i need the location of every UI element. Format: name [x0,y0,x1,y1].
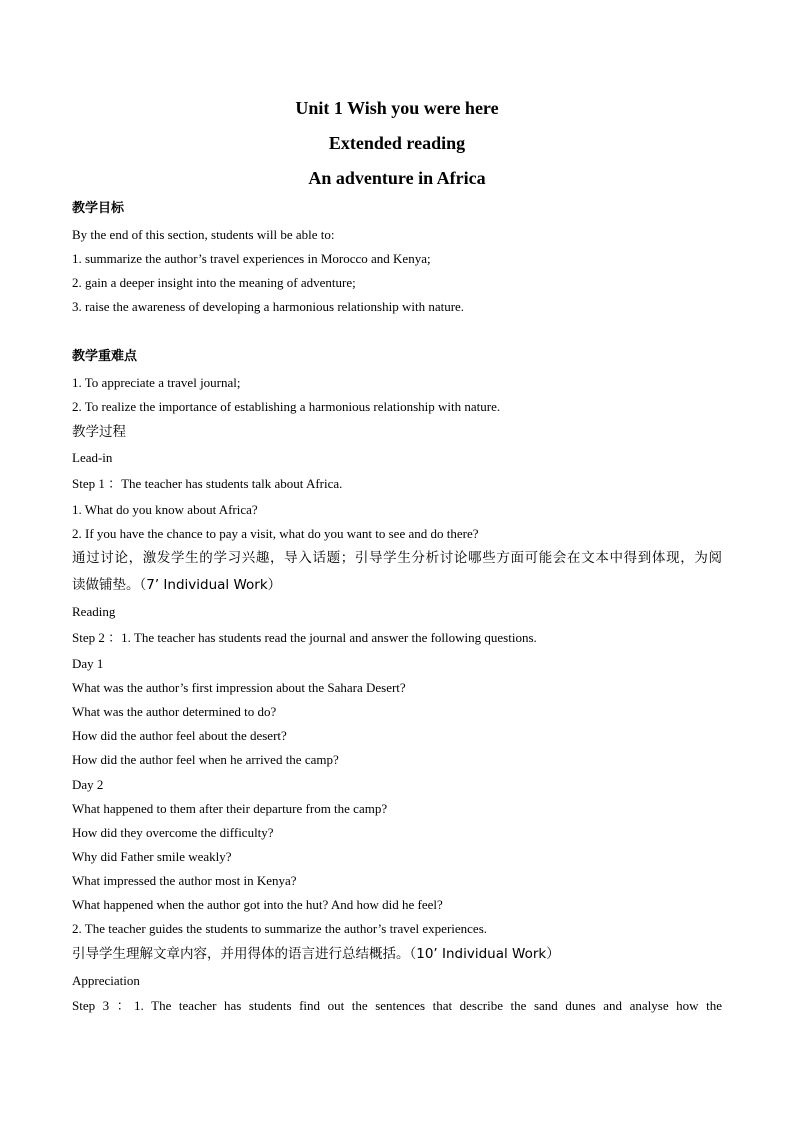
objective-item: 1. summarize the author’s travel experiences in Morocco and Kenya; [72,251,431,266]
step1-question: 1. What do you know about Africa? [72,502,258,517]
day1-question: What was the author determined to do? [72,704,277,719]
key-point-item: 1. To appreciate a travel journal; [72,375,241,390]
objectives-heading: 教学目标 [72,201,125,216]
day1-question: What was the author’s first impression about the Sahara Desert? [72,680,406,695]
reading-label: Reading [72,604,116,619]
step1-note-line2: 读做铺垫。（7’ Individual Work） [72,577,282,593]
objectives-intro: By the end of this section, students will be able to: [72,227,335,242]
day2-question: What happened to them after their departure from the camp? [72,801,388,816]
day1-label: Day 1 [72,656,104,671]
unit-title: Unit 1 Wish you were here [295,98,499,118]
step2-text: Step 2 ：1. The teacher has students read the journal and answer the following questions. [72,630,537,645]
day2-question: How did they overcome the difficulty? [72,825,274,840]
day1-question: How did the author feel about the desert? [72,728,287,743]
process-heading: 教学过程 [72,424,126,440]
step1-text: Step 1 ：The teacher has students talk about Africa. [72,476,343,491]
appreciation-label: Appreciation [72,973,140,988]
step1-note-line1: 通过讨论，激发学生的学习兴趣，导入话题；引导学生分析讨论哪些方面可能会在文本中得到体现，为阅 [72,550,722,566]
day2-label: Day 2 [72,777,104,792]
day2-question: What happened when the author got into the hut? And how did he feel? [72,897,443,912]
step2-part2: 2. The teacher guides the students to summarize the author’s travel experiences. [72,921,488,936]
key-point-item: 2. To realize the importance of establishing a harmonious relationship with nature. [72,399,501,414]
step3-text: Step 3 ：1. The teacher has students find out the sentences that describe the sand dunes and analyse how the [72,998,722,1013]
day1-question: How did the author feel when he arrived the camp? [72,752,339,767]
day2-question: Why did Father smile weakly? [72,849,232,864]
section-title: Extended reading [328,133,466,153]
leadin-label: Lead-in [72,450,113,465]
objective-item: 2. gain a deeper insight into the meaning of adventure; [72,275,356,290]
objective-item: 3. raise the awareness of developing a harmonious relationship with nature. [72,299,465,314]
step2-note: 引导学生理解文章内容，并用得体的语言进行总结概括。（10’ Individual Work） [72,946,560,962]
key-points-heading: 教学重难点 [72,349,138,364]
step1-question: 2. If you have the chance to pay a visit, what do you want to see and do there? [72,526,479,541]
lesson-title: An adventure in Africa [308,168,486,188]
day2-question: What impressed the author most in Kenya? [72,873,297,888]
